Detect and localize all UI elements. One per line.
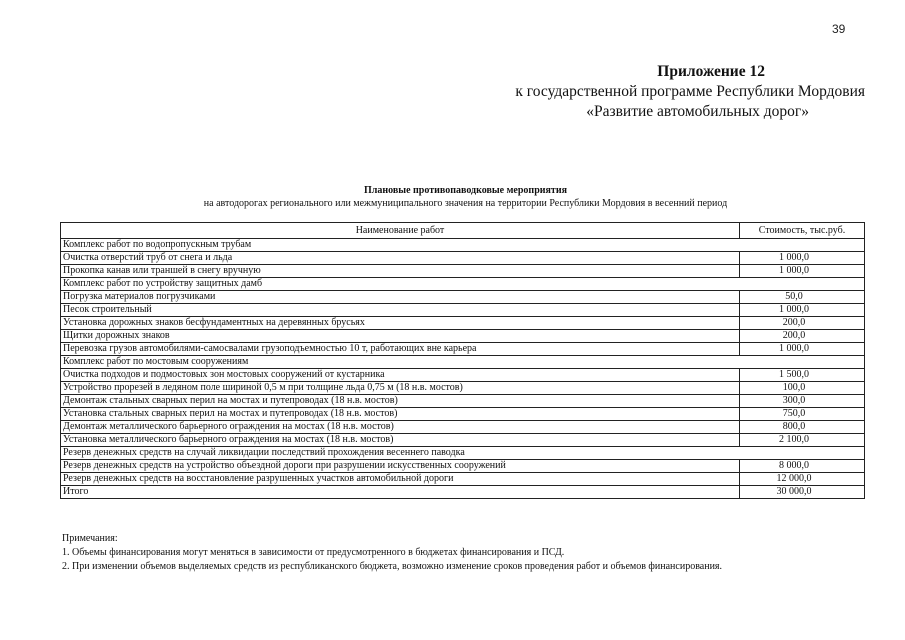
group-name-cell: Резерв денежных средств на случай ликвидации последствий прохождения весеннего паводка (61, 447, 865, 460)
appendix-title: Приложение 12 (657, 63, 765, 80)
work-name-cell: Резерв денежных средств на восстановление разрушенных участков автомобильной дороги (61, 473, 740, 486)
table-header-row (61, 223, 865, 239)
cost-cell: 1 000,0 (740, 343, 865, 356)
cost-cell: 12 000,0 (740, 473, 865, 486)
appendix-program-name: «Развитие автомобильных дорог» (586, 103, 809, 120)
header-name: Наименование работ (61, 223, 740, 239)
appendix-program-line: к государственной программе Республики Мордовия (515, 83, 865, 100)
table-row (61, 252, 865, 265)
work-name-cell: Установка металлического барьерного ограждения на мостах (18 н.в. мостов) (61, 434, 740, 447)
table-row (61, 460, 865, 473)
cost-cell: 1 000,0 (740, 304, 865, 317)
document-subtitle: на автодорогах регионального или межмуниципального значения на территории Республики Мордовия в весенний период (203, 198, 728, 209)
cost-cell: 300,0 (740, 395, 865, 408)
cost-cell: 750,0 (740, 408, 865, 421)
cost-cell: 1 000,0 (740, 252, 865, 265)
work-name-cell: Погрузка материалов погрузчиками (61, 291, 740, 304)
notes-title: Примечания: (62, 533, 118, 544)
works-table (60, 222, 865, 499)
work-name-cell: Очистка отверстий труб от снега и льда (61, 252, 740, 265)
table-row (61, 265, 865, 278)
work-name-cell: Песок строительный (61, 304, 740, 317)
work-name-cell: Резерв денежных средств на устройство объездной дороги при разрушении искусственных сооружений (61, 460, 740, 473)
group-name-cell: Комплекс работ по водопропускным трубам (61, 239, 865, 252)
table-row (61, 434, 865, 447)
cost-cell: 50,0 (740, 291, 865, 304)
group-name-cell: Комплекс работ по устройству защитных дамб (61, 278, 865, 291)
cost-cell: 100,0 (740, 382, 865, 395)
table-row (61, 343, 865, 356)
cost-cell: 200,0 (740, 317, 865, 330)
page-number: 39 (832, 22, 846, 36)
work-name-cell: Щитки дорожных знаков (61, 330, 740, 343)
works-table-body (61, 239, 865, 499)
table-row (61, 304, 865, 317)
cost-cell: 2 100,0 (740, 434, 865, 447)
table-group-row (61, 447, 865, 460)
work-name-cell: Установка дорожных знаков бесфундаментных на деревянных брусьях (61, 317, 740, 330)
work-name-cell: Демонтаж металлического барьерного ограждения на мостах (18 н.в. мостов) (61, 421, 740, 434)
work-name-cell: Устройство прорезей в ледяном поле шириной 0,5 м при толщине льда 0,75 м (18 н.в. мостов) (61, 382, 740, 395)
appendix-block (515, 62, 865, 122)
note-item: 2. При изменении объемов выделяемых средств из республиканского бюджета, возможно изменение сроков проведения работ и объемов финансирования. (62, 561, 723, 572)
notes-block (62, 532, 722, 574)
group-name-cell: Комплекс работ по мостовым сооружениям (61, 356, 865, 369)
document-title: Плановые противопаводковые мероприятия (363, 185, 568, 196)
cost-cell: 30 000,0 (740, 486, 865, 499)
cost-cell: 200,0 (740, 330, 865, 343)
table-group-row (61, 278, 865, 291)
table-row (61, 369, 865, 382)
table-row (61, 486, 865, 499)
cost-cell: 1 000,0 (740, 265, 865, 278)
work-name-cell: Перевозка грузов автомобилями-самосвалами грузоподъемностью 10 т, работающих вне карьера (61, 343, 740, 356)
work-name-cell: Прокопка канав или траншей в снегу вручную (61, 265, 740, 278)
table-group-row (61, 356, 865, 369)
work-name-cell: Очистка подходов и подмостовых зон мостовых сооружений от кустарника (61, 369, 740, 382)
note-item: 1. Объемы финансирования могут меняться в зависимости от предусмотренного в бюджетах финансирования и ПСД. (62, 547, 565, 558)
header-cost: Стоимость, тыс.руб. (740, 223, 865, 239)
table-row (61, 382, 865, 395)
cost-cell: 8 000,0 (740, 460, 865, 473)
cost-cell: 800,0 (740, 421, 865, 434)
work-name-cell: Демонтаж стальных сварных перил на мостах и путепроводах (18 н.в. мостов) (61, 395, 740, 408)
table-row (61, 317, 865, 330)
cost-cell: 1 500,0 (740, 369, 865, 382)
table-row (61, 330, 865, 343)
work-name-cell: Установка стальных сварных перил на мостах и путепроводах (18 н.в. мостов) (61, 408, 740, 421)
table-row (61, 473, 865, 486)
table-group-row (61, 239, 865, 252)
table-row (61, 408, 865, 421)
table-row (61, 291, 865, 304)
work-name-cell: Итого (61, 486, 740, 499)
table-row (61, 421, 865, 434)
document-heading (0, 184, 905, 210)
table-row (61, 395, 865, 408)
